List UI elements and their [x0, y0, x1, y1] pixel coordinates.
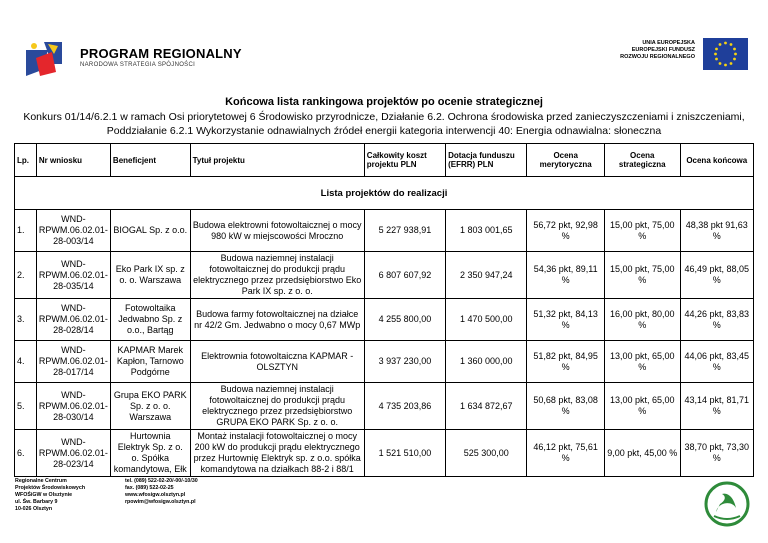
cell-lp: 1.: [15, 210, 37, 252]
cell-lp: 3.: [15, 299, 37, 341]
footer-line: Projektów Środowiskowych: [15, 485, 86, 491]
cell-strategiczna: 16,00 pkt, 80,00 %: [604, 299, 680, 341]
table-row: [15, 430, 754, 477]
cell-nr: WND-RPWM.06.02.01-28-030/14: [36, 383, 110, 430]
eu-line: UNIA EUROPEJSKA: [642, 40, 695, 46]
cell-lp: 4.: [15, 341, 37, 383]
cell-koszt: 3 937 230,00: [364, 341, 445, 383]
cell-merytoryczna: 51,82 pkt, 84,95 %: [527, 341, 605, 383]
eu-flag-icon: [703, 38, 748, 70]
footer-line: www.wfosigw.olsztyn.pl: [125, 492, 186, 498]
cell-merytoryczna: 51,32 pkt, 84,13 %: [527, 299, 605, 341]
cell-nr: WND-RPWM.06.02.01-28-023/14: [36, 430, 110, 477]
cell-tytul: Budowa naziemnej instalacji fotowoltaicznej do produkcji prądu elektrycznego przez przedsiębiorstwo GRUPA EKO PARK Sp. z o. o.: [190, 383, 364, 430]
cell-koncowa: 44,26 pkt, 83,83 %: [680, 299, 753, 341]
cell-lp: 6.: [15, 430, 37, 477]
cell-koszt: 4 735 203,86: [364, 383, 445, 430]
table-row: [15, 383, 754, 430]
cell-strategiczna: 9,00 pkt, 45,00 %: [604, 430, 680, 477]
eu-line: ROZWOJU REGIONALNEGO: [620, 54, 695, 60]
footer-line: fax. (089) 522-02-25: [125, 485, 174, 491]
cell-beneficjent: Hurtownia Elektryk Sp. z o. o. Spółka komandytowa, Ełk: [110, 430, 190, 477]
logo-subtitle: NARODOWA STRATEGIA SPÓJNOŚCI: [80, 62, 196, 68]
cell-beneficjent: Grupa EKO PARK Sp. z o. o. Warszawa: [110, 383, 190, 430]
cell-lp: 2.: [15, 252, 37, 299]
cell-strategiczna: 15,00 pkt, 75,00 %: [604, 252, 680, 299]
cell-beneficjent: KAPMAR Marek Kapłon, Tarnowo Podgórne: [110, 341, 190, 383]
cell-strategiczna: 13,00 pkt, 65,00 %: [604, 341, 680, 383]
col-header-merytoryczna: Ocena merytoryczna: [527, 144, 605, 177]
col-header-lp: Lp.: [15, 144, 37, 177]
cell-tytul: Budowa farmy fotowoltaicznej na działce nr 42/2 Gm. Jedwabno o mocy 0,67 MWp: [190, 299, 364, 341]
cell-nr: WND-RPWM.06.02.01-28-003/14: [36, 210, 110, 252]
col-header-dotacja: Dotacja funduszu (EFRR) PLN: [446, 144, 527, 177]
eu-text: [585, 40, 695, 61]
cell-beneficjent: BIOGAL Sp. z o.o.: [110, 210, 190, 252]
cell-koncowa: 38,70 pkt, 73,30 %: [680, 430, 753, 477]
table-header-row: [15, 144, 754, 177]
ranking-table: [14, 143, 754, 477]
cell-lp: 5.: [15, 383, 37, 430]
footer-line: WFOŚiGW w Olsztynie: [15, 492, 73, 498]
cell-koszt: 1 521 510,00: [364, 430, 445, 477]
cell-tytul: Elektrownia fotowoltaiczna KAPMAR - OLSZTYN: [190, 341, 364, 383]
footer-line: rpowim@wfosigw.olsztyn.pl: [125, 499, 196, 505]
cell-dotacja: 1 360 000,00: [446, 341, 527, 383]
cell-dotacja: 1 470 500,00: [446, 299, 527, 341]
cell-tytul: Budowa elektrowni fotowoltaicznej o mocy 980 kW w miejscowości Mroczno: [190, 210, 364, 252]
cell-beneficjent: Fotowoltaika Jedwabno Sp. z o.o., Bartąg: [110, 299, 190, 341]
table-row: [15, 341, 754, 383]
footer-line: Regionalne Centrum: [15, 478, 67, 484]
col-header-koszt: Całkowity koszt projektu PLN: [364, 144, 445, 177]
cell-nr: WND-RPWM.06.02.01-28-017/14: [36, 341, 110, 383]
cell-koncowa: 44,06 pkt, 83,45 %: [680, 341, 753, 383]
cell-strategiczna: 13,00 pkt, 65,00 %: [604, 383, 680, 430]
document-title: Końcowa lista rankingowa projektów po ocenie strategicznej: [225, 96, 543, 108]
cell-koncowa: 43,14 pkt, 81,71 %: [680, 383, 753, 430]
table-row: [15, 299, 754, 341]
footer-line: ul. Św. Barbary 9: [15, 499, 58, 505]
cell-koncowa: 46,49 pkt, 88,05 %: [680, 252, 753, 299]
footer-line: 10-026 Olsztyn: [15, 506, 53, 512]
col-header-koncowa: Ocena końcowa: [680, 144, 753, 177]
wfosigw-swan-logo-icon: [704, 478, 750, 530]
cell-dotacja: 2 350 947,24: [446, 252, 527, 299]
cell-merytoryczna: 46,12 pkt, 75,61 %: [527, 430, 605, 477]
cell-merytoryczna: 50,68 pkt, 83,08 %: [527, 383, 605, 430]
footer-line: tel. (089) 522-02-20/-00/-10/30: [125, 478, 198, 484]
cell-koszt: 6 807 607,92: [364, 252, 445, 299]
table-row: [15, 210, 754, 252]
table-row: [15, 252, 754, 299]
cell-dotacja: 1 634 872,67: [446, 383, 527, 430]
cell-koszt: 4 255 800,00: [364, 299, 445, 341]
col-header-beneficjent: Beneficjent: [110, 144, 190, 177]
program-regionalny-logo: [22, 36, 262, 82]
footer-contact: [125, 478, 198, 506]
cell-nr: WND-RPWM.06.02.01-28-028/14: [36, 299, 110, 341]
cell-koncowa: 48,38 pkt 91,63 %: [680, 210, 753, 252]
cell-tytul: Montaż instalacji fotowoltaicznej o mocy 200 kW do produkcji prądu elektrycznego przez Hurtownię Elektryk sp. z o.o. spółka komandytowa na działkach 88-2 i 88/1: [190, 430, 364, 477]
eu-logo: [585, 38, 745, 78]
footer-address: [15, 478, 85, 513]
col-header-tytul: Tytuł projektu: [190, 144, 364, 177]
page-footer: [0, 478, 768, 543]
cell-beneficjent: Eko Park IX sp. z o. o. Warszawa: [110, 252, 190, 299]
page-header: [0, 0, 768, 95]
cell-merytoryczna: 54,36 pkt, 89,11 %: [527, 252, 605, 299]
cell-dotacja: 1 803 001,65: [446, 210, 527, 252]
cell-strategiczna: 15,00 pkt, 75,00 %: [604, 210, 680, 252]
col-header-strategiczna: Ocena strategiczna: [604, 144, 680, 177]
competition-description: Konkurs 01/14/6.2.1 w ramach Osi priorytetowej 6 Środowisko przyrodnicze, Działanie 6.2. Ochrona środowiska przed zanieczyszczeniami i zniszczeniami, Poddziałanie 6.2.1 Wykorzystanie odnawialnych źródeł energii kategoria interwencji 40: Energia odnawialna: słoneczna: [23, 111, 745, 137]
section-row: [15, 177, 754, 210]
nss-logo-icon: [22, 36, 66, 80]
eu-line: EUROPEJSKI FUNDUSZ: [631, 47, 695, 53]
col-header-nr: Nr wniosku: [36, 144, 110, 177]
cell-dotacja: 525 300,00: [446, 430, 527, 477]
section-title: Lista projektów do realizacji: [15, 177, 754, 210]
cell-tytul: Budowa naziemnej instalacji fotowoltaicznej do produkcji prądu elektrycznego przez przedsiębiorstwo Eko Park IX sp. z o. o.: [190, 252, 364, 299]
cell-koszt: 5 227 938,91: [364, 210, 445, 252]
cell-nr: WND-RPWM.06.02.01-28-035/14: [36, 252, 110, 299]
logo-title: PROGRAM REGIONALNY: [80, 46, 242, 61]
cell-merytoryczna: 56,72 pkt, 92,98 %: [527, 210, 605, 252]
